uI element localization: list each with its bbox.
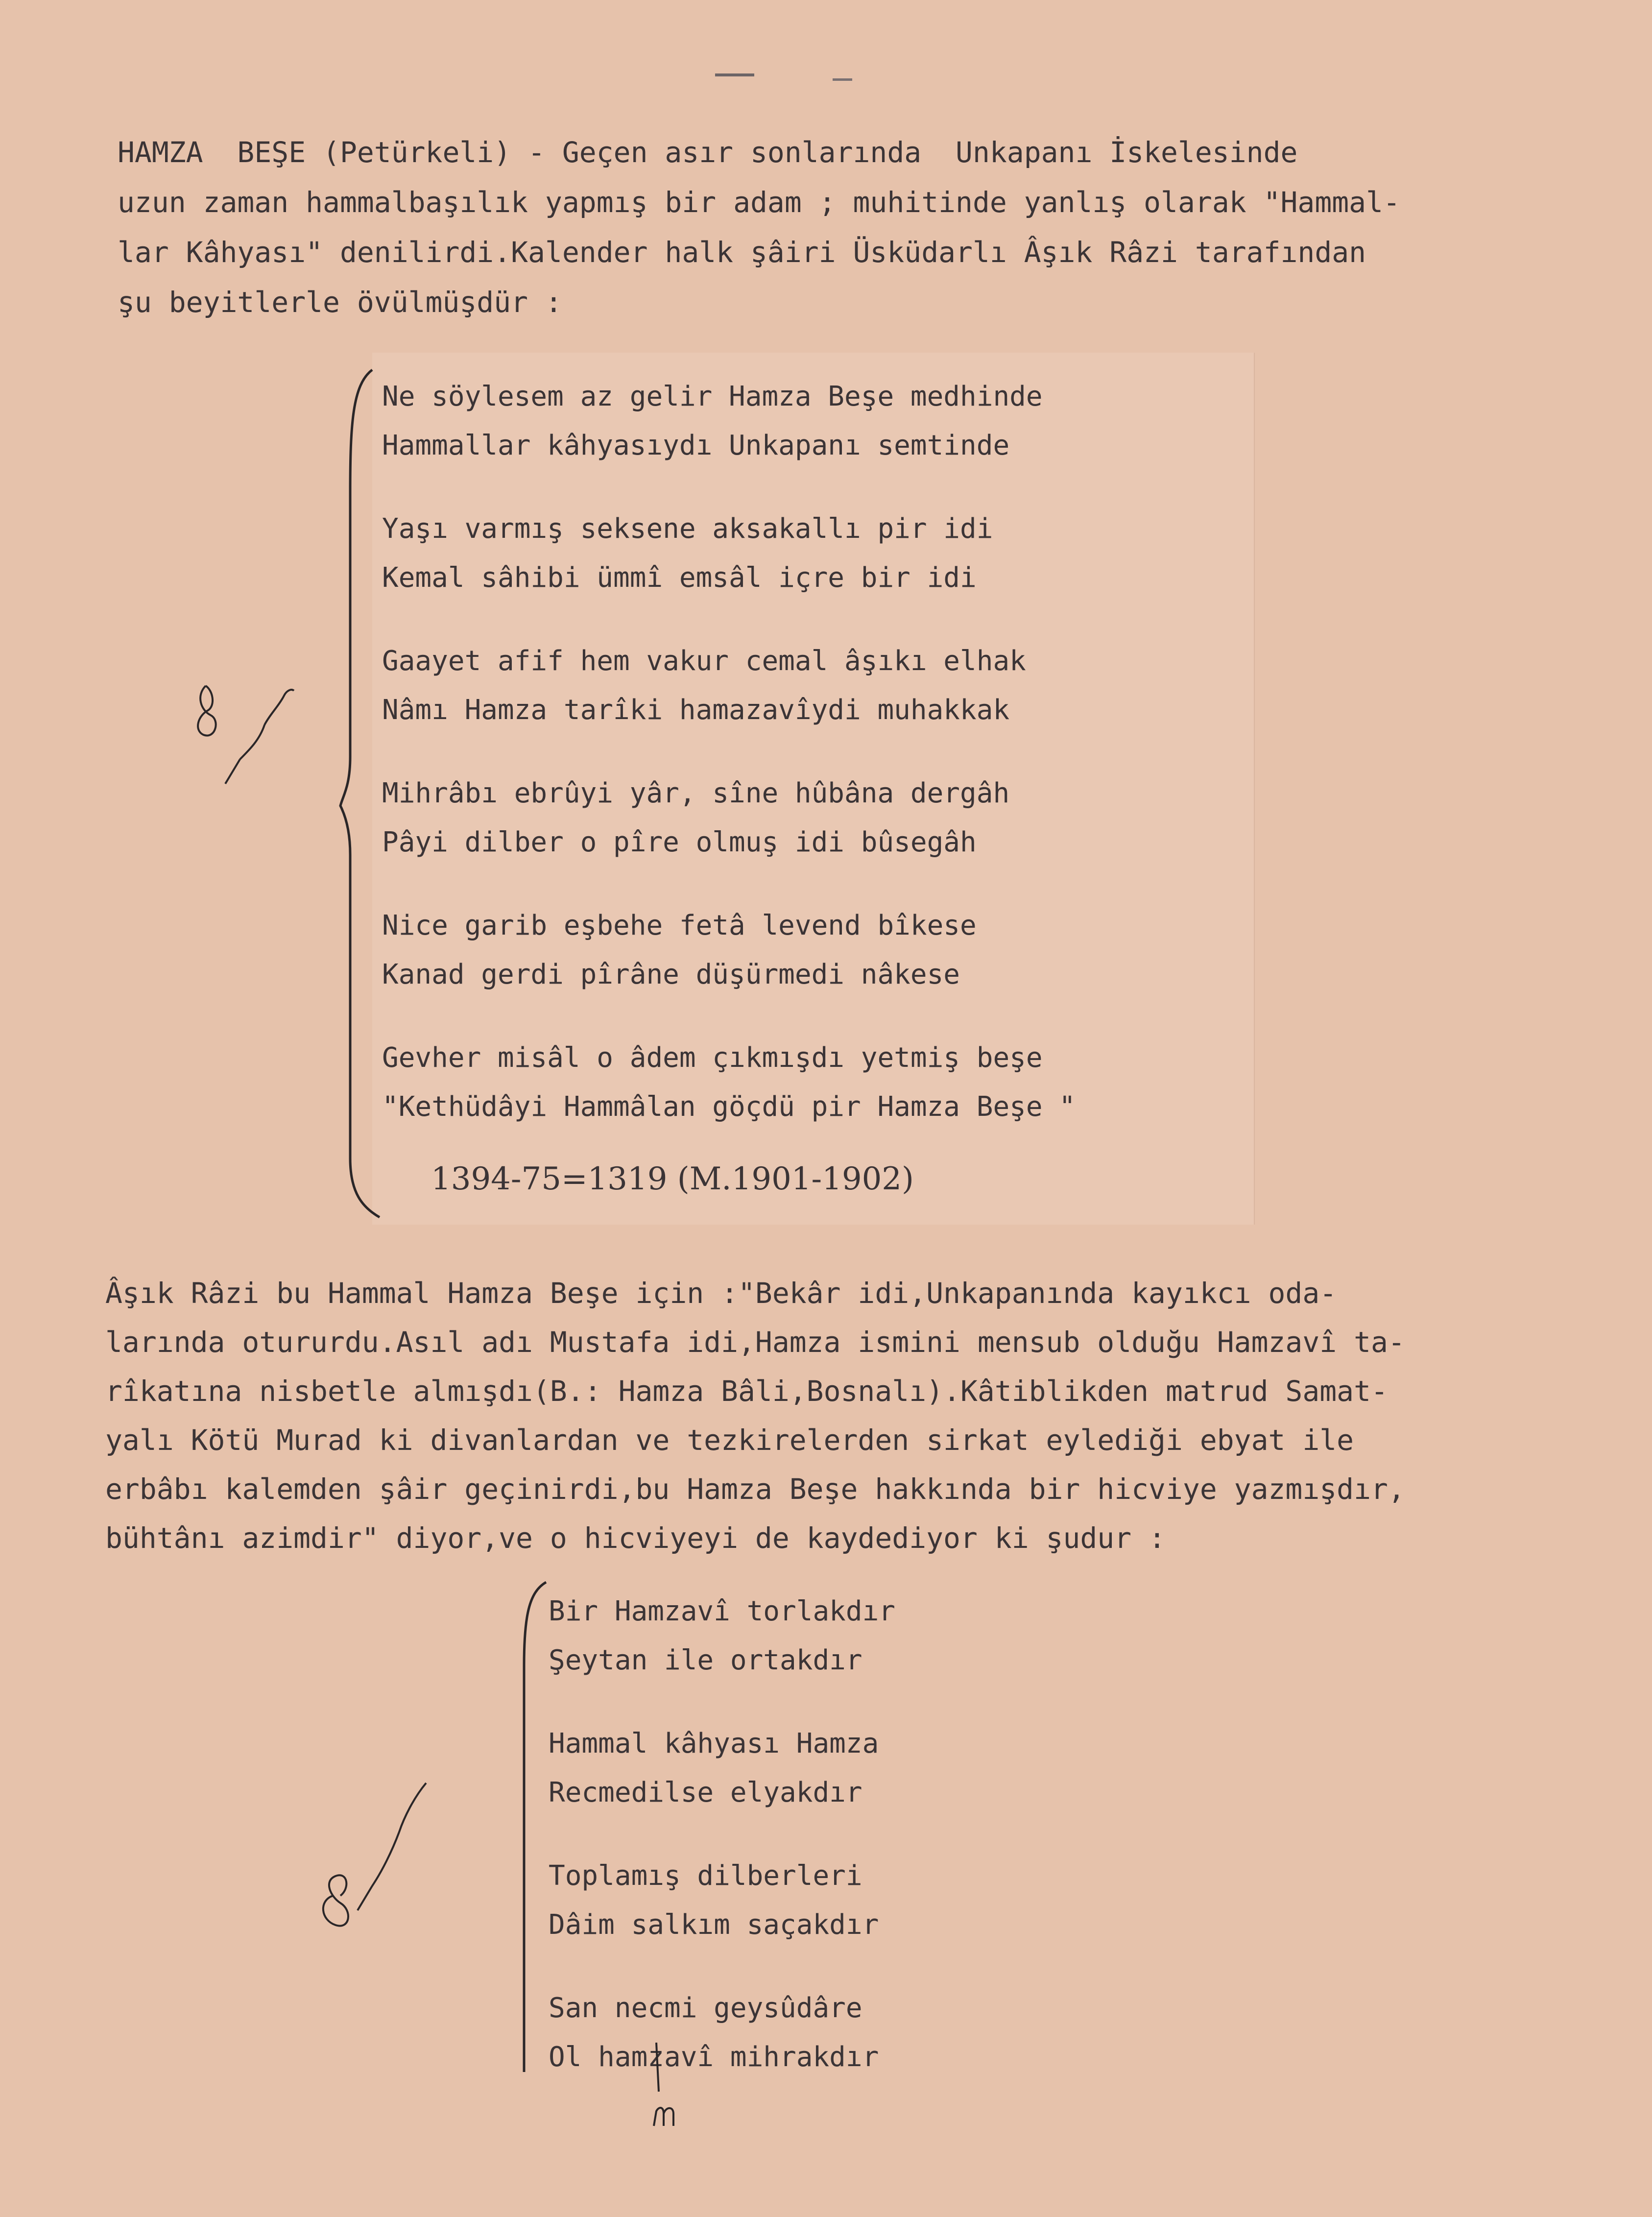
poem-line: Kanad gerdi pîrâne düşürmedi nâkese (382, 959, 960, 990)
poem-line: Toplamış dilberleri (549, 1860, 862, 1892)
second-paragraph (105, 1269, 1604, 1563)
poem-line: Nâmı Hamza tarîki hamazavîydi muhakkak (382, 694, 1010, 726)
poem-line: Yaşı varmış seksene aksakallı pir idi (382, 513, 993, 545)
intro-line: lar Kâhyası" denilirdi.Kalender halk şâiri Üsküdarlı Âşık Râzi tarafından (118, 236, 1366, 269)
poem-line: Hammallar kâhyasıydı Unkapanı semtinde (382, 430, 1010, 461)
para-line: larında otururdu.Asıl adı Mustafa idi,Hamza ismini mensub olduğu Hamzavî ta- (105, 1325, 1405, 1359)
poem-bracket-1 (338, 365, 382, 1222)
poem-line: Nice garib eşbehe fetâ levend bîkese (382, 910, 977, 941)
top-dash-mark (715, 73, 754, 76)
intro-line: uzun zaman hammalbaşılık yapmış bir adam ; muhitinde yanlış olarak "Hammal- (118, 186, 1400, 219)
poem-line: Dâim salkım saçakdır (549, 1909, 879, 1941)
poem-line: Recmedilse elyakdır (549, 1777, 862, 1808)
margin-note-3 (646, 2038, 691, 2131)
para-line: rîkatına nisbetle almışdı(B.: Hamza Bâli,Bosnalı).Kâtiblikden matrud Samat- (105, 1374, 1388, 1408)
margin-note-2 (313, 1763, 470, 1940)
praise-poem (382, 372, 1076, 1132)
poem-line: Şeytan ile ortakdır (549, 1644, 862, 1676)
intro-line: şu beyitlerle övülmüşdür : (118, 286, 562, 319)
top-dash-mark-2 (833, 78, 852, 81)
poem-line: San necmi geysûdâre (549, 1992, 862, 2024)
intro-paragraph (118, 127, 1597, 327)
poem-line: "Kethüdâyi Hammâlan göçdü pir Hamza Beşe " (382, 1091, 1076, 1123)
poem-line: Bir Hamzavî torlakdır (549, 1595, 896, 1627)
poem-line: Gevher misâl o âdem çıkmışdı yetmiş beşe (382, 1042, 1043, 1074)
poem-line: Mihrâbı ebrûyi yâr, sîne hûbâna dergâh (382, 777, 1010, 809)
poem-line: Kemal sâhibi ümmî emsâl içre bir idi (382, 562, 977, 594)
poem-line: Pâyi dilber o pîre olmuş idi bûsegâh (382, 826, 977, 858)
para-line: Âşık Râzi bu Hammal Hamza Beşe için :"Bekâr idi,Unkapanında kayıkcı oda- (105, 1277, 1337, 1310)
poem-bracket-2 (514, 1577, 549, 2077)
poem-line: Ol hamzavî mihrakdır (549, 2041, 879, 2073)
poem-line: Ne söylesem az gelir Hamza Beşe medhinde (382, 381, 1043, 412)
poem-line: Gaayet afif hem vakur cemal âşıkı elhak (382, 645, 1026, 677)
para-line: erbâbı kalemden şâir geçinirdi,bu Hamza Beşe hakkında bir hicviye yazmışdır, (105, 1472, 1405, 1506)
intro-line: HAMZA BEŞE (Petürkeli) - Geçen asır sonlarında Unkapanı İskelesinde (118, 136, 1298, 169)
para-line: bühtânı azimdir" diyor,ve o hicviyeyi de kaydediyor ki şudur : (105, 1521, 1166, 1555)
margin-note-1 (186, 676, 333, 823)
para-line: yalı Kötü Murad ki divanlardan ve tezkirelerden sirkat eylediği ebyat ile (105, 1423, 1354, 1457)
date-line: 1394-75=1319 (M.1901-1902) (431, 1161, 914, 1197)
poem-line: Hammal kâhyası Hamza (549, 1728, 879, 1759)
satire-poem (549, 1587, 895, 2082)
